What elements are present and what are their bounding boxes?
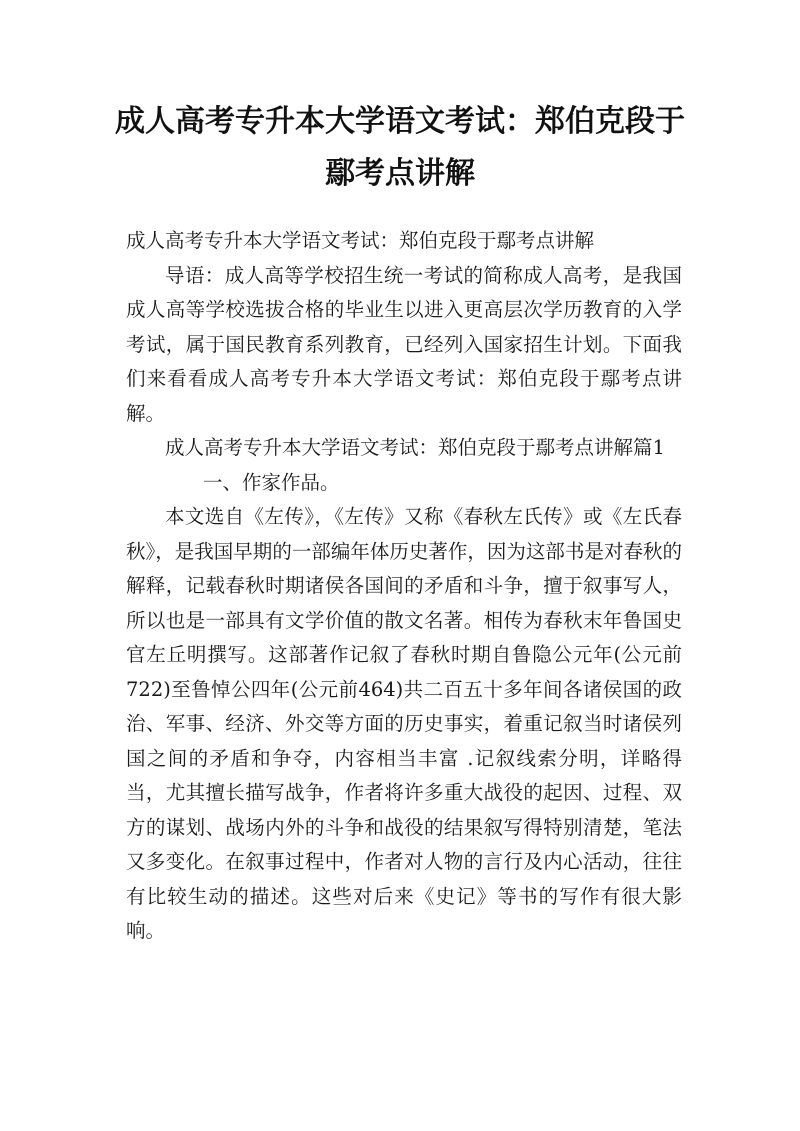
title-line-1: 成人高考专升本大学语文考试：郑伯克段于 — [115, 104, 685, 139]
section-heading: 成人高考专升本大学语文考试：郑伯克段于鄢考点讲解篇1 — [165, 436, 665, 459]
document-body — [126, 224, 682, 949]
title-line-2: 鄢考点讲解 — [325, 156, 475, 191]
main-paragraph: 本文选自《左传》，《左传》又称《春秋左氏传》或《左氏春秋》，是我国早期的一部编年体历史著作，因为这部书是对春秋的解释，记载春秋时期诸侯各国间的矛盾和斗争，擅于叙事写人，所以也是一部具有文学价值的散文名著。相传为春秋末年鲁国史官左丘明撰写。这部著作记叙了春秋时期自鲁隐公元年(公元前722)至鲁悼公四年(公元前464)共二百五十多年间各诸侯国的政治、军事、经济、外交等方面的历史事实，着重记叙当时诸侯列国之间的矛盾和争夺，内容相当丰富 .记叙线索分明，详略得当，尤其擅长描写战争，作者将许多重大战役的起因、过程、双方的谋划、战场内外的斗争和战役的结果叙写得特别清楚，笔法又多变化。在叙事过程中，作者对人物的言行及内心活动，往往有比较生动的描述。这些对后来《史记》等书的写作有很大影响。 — [126, 505, 682, 942]
section-item: 一、作家作品。 — [203, 470, 340, 494]
subtitle-line: 成人高考专升本大学语文考试：郑伯克段于鄢考点讲解 — [126, 229, 595, 252]
intro-paragraph: 导语：成人高等学校招生统一考试的简称成人高考，是我国成人高等学校选拔合格的毕业生以进入更高层次学历教育的入学考试，属于国民教育系列教育，已经列入国家招生计划。下面我们来看看成人高考专升本大学语文考试：郑伯克段于鄢考点讲解。 — [126, 263, 682, 425]
section-heading-block — [126, 431, 682, 500]
document-title — [60, 96, 740, 200]
